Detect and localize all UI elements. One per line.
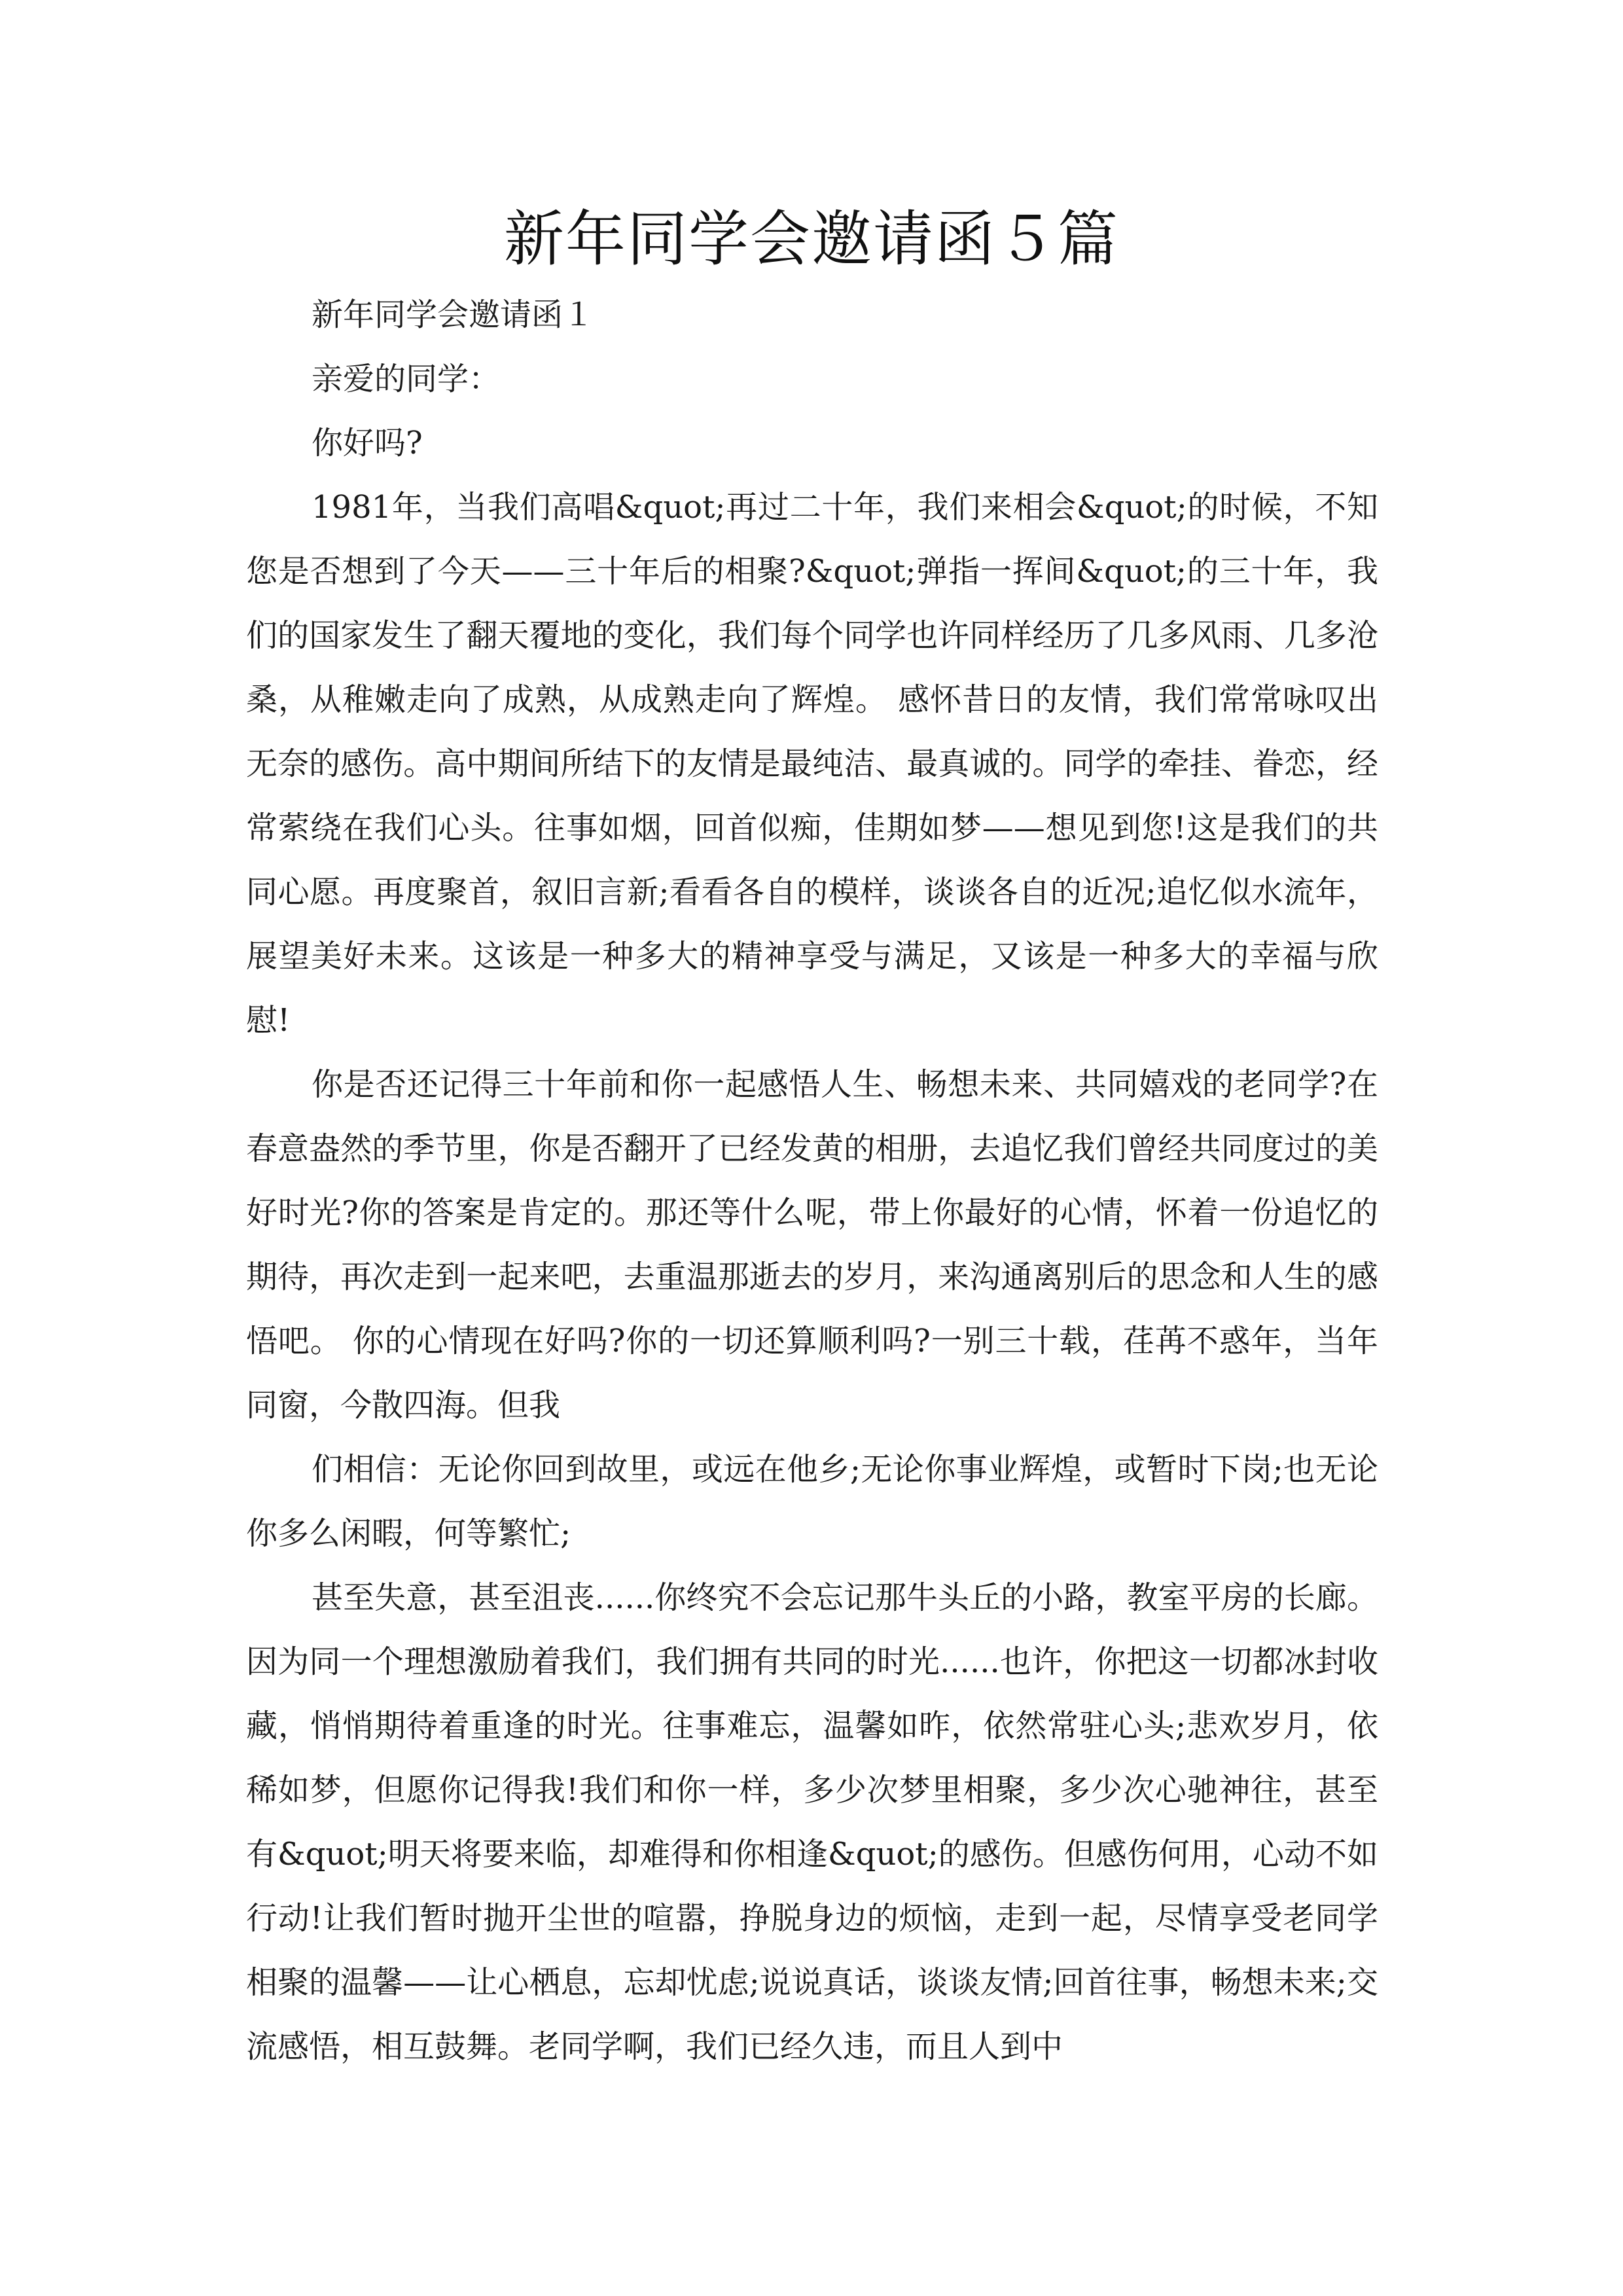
body-paragraph: 你是否还记得三十年前和你一起感悟人生、畅想未来、共同嬉戏的老同学?在春意盎然的季节里，你是否翻开了已经发黄的相册，去追忆我们曾经共同度过的美好时光?你的答案是肯定的。那还等什么呢，带上你最好的心情，怀着一份追忆的期待，再次走到一起来吧，去重温那逝去的岁月，来沟通离别后的思念和人生的感悟吧。 你的心情现在好吗?你的一切还算顺利吗?一别三十载，荏苒不惑年，当年同窗，今散四海。但我: [246, 1066, 1378, 1424]
section-heading: 新年同学会邀请函１: [312, 296, 595, 333]
body-paragraph: 甚至失意，甚至沮丧......你终究不会忘记那牛头丘的小路，教室平房的长廊。因为同一个理想激励着我们，我们拥有共同的时光......也许，你把这一切都冰封收藏，悄悄期待着重逢的时光。往事难忘，温馨如昨，依然常驻心头;悲欢岁月，依稀如梦，但愿你记得我!我们和你一样，多少次梦里相聚，多少次心驰神往，甚至有&quot;明天将要来临，却难得和你相逢&quot;的感伤。但感伤何用，心动不如行动!让我们暂时抛开尘世的喧嚣，挣脱身边的烦恼，走到一起，尽情享受老同学相聚的温馨——让心栖息，忘却忧虑;说说真话，谈谈友情;回首往事，畅想未来;交流感悟，相互鼓舞。老同学啊，我们已经久违，而且人到中: [246, 1579, 1378, 2065]
body-paragraph: 们相信：无论你回到故里，或远在他乡;无论你事业辉煌，或暂时下岗;也无论你多么闲暇，何等繁忙;: [246, 1451, 1378, 1552]
document-title: 新年同学会邀请函５篇: [503, 204, 1119, 274]
document-body: [246, 283, 1378, 2079]
greeting: 你好吗?: [312, 425, 423, 461]
salutation: 亲爱的同学：: [312, 361, 501, 397]
body-paragraph: 1981年，当我们高唱&quot;再过二十年，我们来相会&quot;的时候，不知您是否想到了今天——三十年后的相聚?&quot;弹指一挥间&quot;的三十年，我们的国家发生了翻天覆地的变化，我们每个同学也许同样经历了几多风雨、几多沧桑，从稚嫩走向了成熟，从成熟走向了辉煌。 感怀昔日的友情，我们常常咏叹出无奈的感伤。高中期间所结下的友情是最纯洁、最真诚的。同学的牵挂、眷恋，经常萦绕在我们心头。往事如烟，回首似痴，佳期如梦——想见到您!这是我们的共同心愿。再度聚首，叙旧言新;看看各自的模样，谈谈各自的近况;追忆似水流年，展望美好未来。这该是一种多大的精神享受与满足，又该是一种多大的幸福与欣慰!: [246, 489, 1378, 1039]
